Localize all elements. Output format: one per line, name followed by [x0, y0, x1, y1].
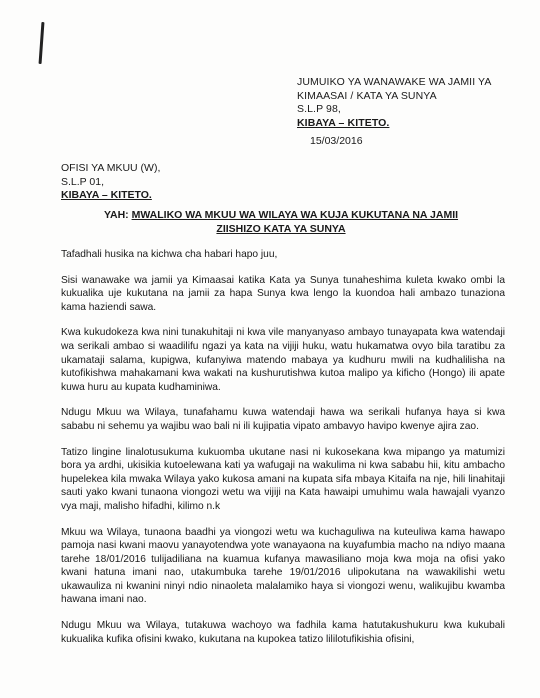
paragraph-3: Kwa kukudokeza kwa nini tunakuhitaji ni kwa vile manyanyaso ambayo tunayapata kwa watendaji wa serikali ambao si waadilifu ngazi ya kata na vijiji huku, watu hukamatwa ovyo bila taratibu za ukamataji salama, kupigwa, kufanyiwa matendo mabaya ya kudhuru mwili na kudhalilisha na kutofikishwa mahakamani kwa wakati na kushurutishwa kutoa malipo ya kificho (Hongo) ili apate kuwa huru au kupata kudhaminiwa.	[61, 327, 505, 393]
sender-address	[297, 76, 491, 130]
paragraph-2: Sisi wanawake wa jamii ya Kimaasai katika Kata ya Sunya tunaheshima kuleta kwako ombi la kukualika uje kukutana na jamii za hapa Sunya kwa lengo la kuondoa hali ambazo tunaziona kama haziendi sawa.	[61, 274, 505, 313]
subject-heading	[61, 209, 501, 236]
paragraph-4: Ndugu Mkuu wa Wilaya, tunafahamu kuwa watendaji hawa wa serikali hufanya haya si kwa sababu ni sehemu ya wajibu wao bali ni ili kujipatia vipato ambavyo havipo kwenye ajira zao.	[61, 407, 505, 432]
sender-line-1: JUMUIKO YA WANAWAKE WA JAMII YA	[297, 76, 492, 88]
paragraph-7: Ndugu Mkuu wa Wilaya, tutakuwa wachoyo wa fadhila kama hatutakushukuru kwa kukubali kukualika kufika ofisini kwako, kukutana na kupokea tatizo lililotufikishia ofisini,	[61, 620, 505, 645]
subject-line-1: MWALIKO WA MKUU WA WILAYA WA KUJA KUKUTANA NA JAMII	[131, 209, 459, 221]
subject-prefix: YAH:	[103, 209, 129, 221]
letter-date: 15/03/2016	[310, 135, 363, 147]
sender-line-2: KIMAASAI / KATA YA SUNYA	[297, 89, 437, 102]
paragraph-1: Tafadhali husika na kichwa cha habari hapo juu,	[61, 249, 278, 260]
letter-body	[61, 248, 505, 658]
recipient-address	[61, 162, 160, 203]
recipient-line-2: S.L.P 01,	[61, 175, 105, 188]
sender-line-4: KIBAYA – KITETO.	[297, 116, 390, 129]
paragraph-5: Tatizo lingine linalotusukuma kukuomba ukutane nasi ni kukosekana kwa mipango ya matumizi bora ya ardhi, ukisikia kutoelewana kati ya wafugaji na wakulima ni kwa sababu hii, kitu ambacho hupelekea kila mwaka Wilaya yako kukosa amani na kupata sifa mbaya Kitaifa na nje, hili linahitaji sauti yako kwani tunaona viongozi wetu wa vijiji na Kata hawaipi umuhimu wala hawajali vyanzo vya maji, malisho hifadhi, kilimo n.k	[61, 446, 505, 512]
subject-line-2: ZIISHIZO KATA YA SUNYA	[216, 222, 346, 235]
sender-line-3: S.L.P 98,	[297, 103, 341, 115]
recipient-line-3: KIBAYA – KITETO.	[61, 189, 152, 201]
paragraph-6: Mkuu wa Wilaya, tunaona baadhi ya viongozi wetu wa kuchaguliwa na kuteuliwa kama hawapo pamoja nasi kwani maovu yanayotendwa yote wanayaona na kuyafumbia macho na ndiyo maana tarehe 18/01/2016 tulijadiliana na kuamua kufanya mawasiliano moja kwa moja na ofisi yako kwani hatuna imani nao, utakumbuka tarehe 19/01/2016 ulipokutana na wawakilishi wetu ukawauliza ni kwanini ninyi ndio ninaoleta malalamiko haya si viongozi wenu, walikujibu kwamba hawana imani nao.	[61, 526, 505, 606]
handwritten-mark	[39, 22, 45, 64]
recipient-line-1: OFISI YA MKUU (W),	[61, 162, 161, 174]
